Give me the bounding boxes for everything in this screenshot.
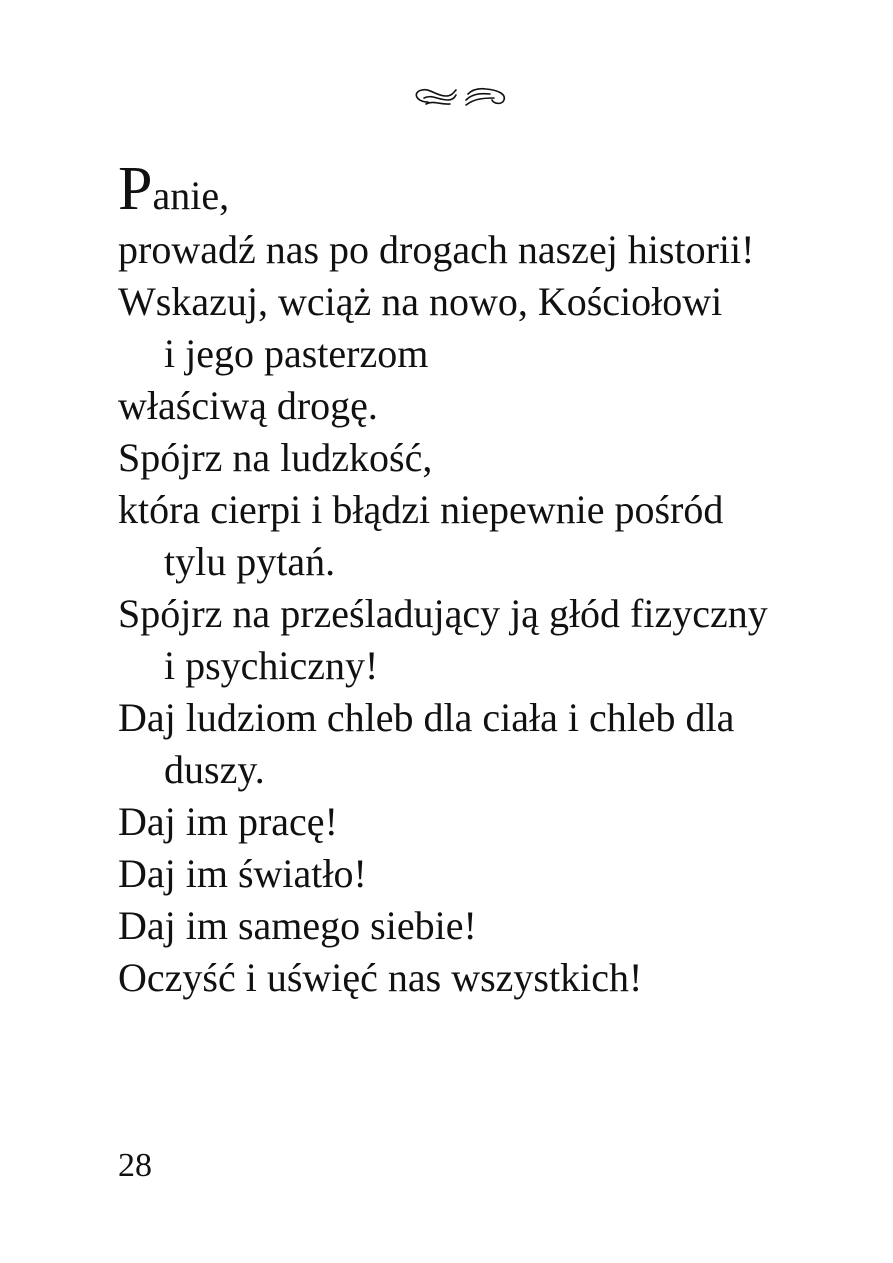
poem-line: Daj im samego siebie!	[118, 903, 477, 948]
poem-line: Wskazuj, wciąż na nowo, Kościołowi	[118, 279, 723, 324]
flourish-ornament-icon	[406, 80, 518, 114]
poem	[118, 155, 858, 1004]
poem-line: właściwą drogę.	[118, 383, 378, 428]
first-line-text: anie,	[152, 173, 230, 218]
drop-cap: P	[118, 155, 153, 223]
poem-lines	[118, 224, 858, 1004]
poem-line-continuation: tylu pytań.	[164, 539, 336, 584]
poem-line: która cierpi i błądzi niepewnie pośród	[118, 487, 724, 532]
poem-line: Oczyść i uświęć nas wszystkich!	[118, 955, 643, 1000]
poem-line-continuation: i jego pasterzom	[164, 331, 429, 376]
poem-line-continuation: i psychiczny!	[164, 643, 379, 688]
poem-line: Spójrz na ludzkość,	[118, 435, 433, 480]
page-number: 28	[118, 1147, 152, 1184]
poem-line: Daj im światło!	[118, 851, 367, 896]
poem-line: Daj ludziom chleb dla ciała i chleb dla	[118, 695, 735, 740]
poem-line: Daj im pracę!	[118, 799, 338, 844]
poem-first-line	[118, 155, 858, 224]
poem-line: prowadź nas po drogach naszej historii!	[118, 227, 755, 272]
poem-line-continuation: duszy.	[164, 747, 265, 792]
poem-line: Spójrz na prześladujący ją głód fizyczny	[118, 591, 768, 636]
